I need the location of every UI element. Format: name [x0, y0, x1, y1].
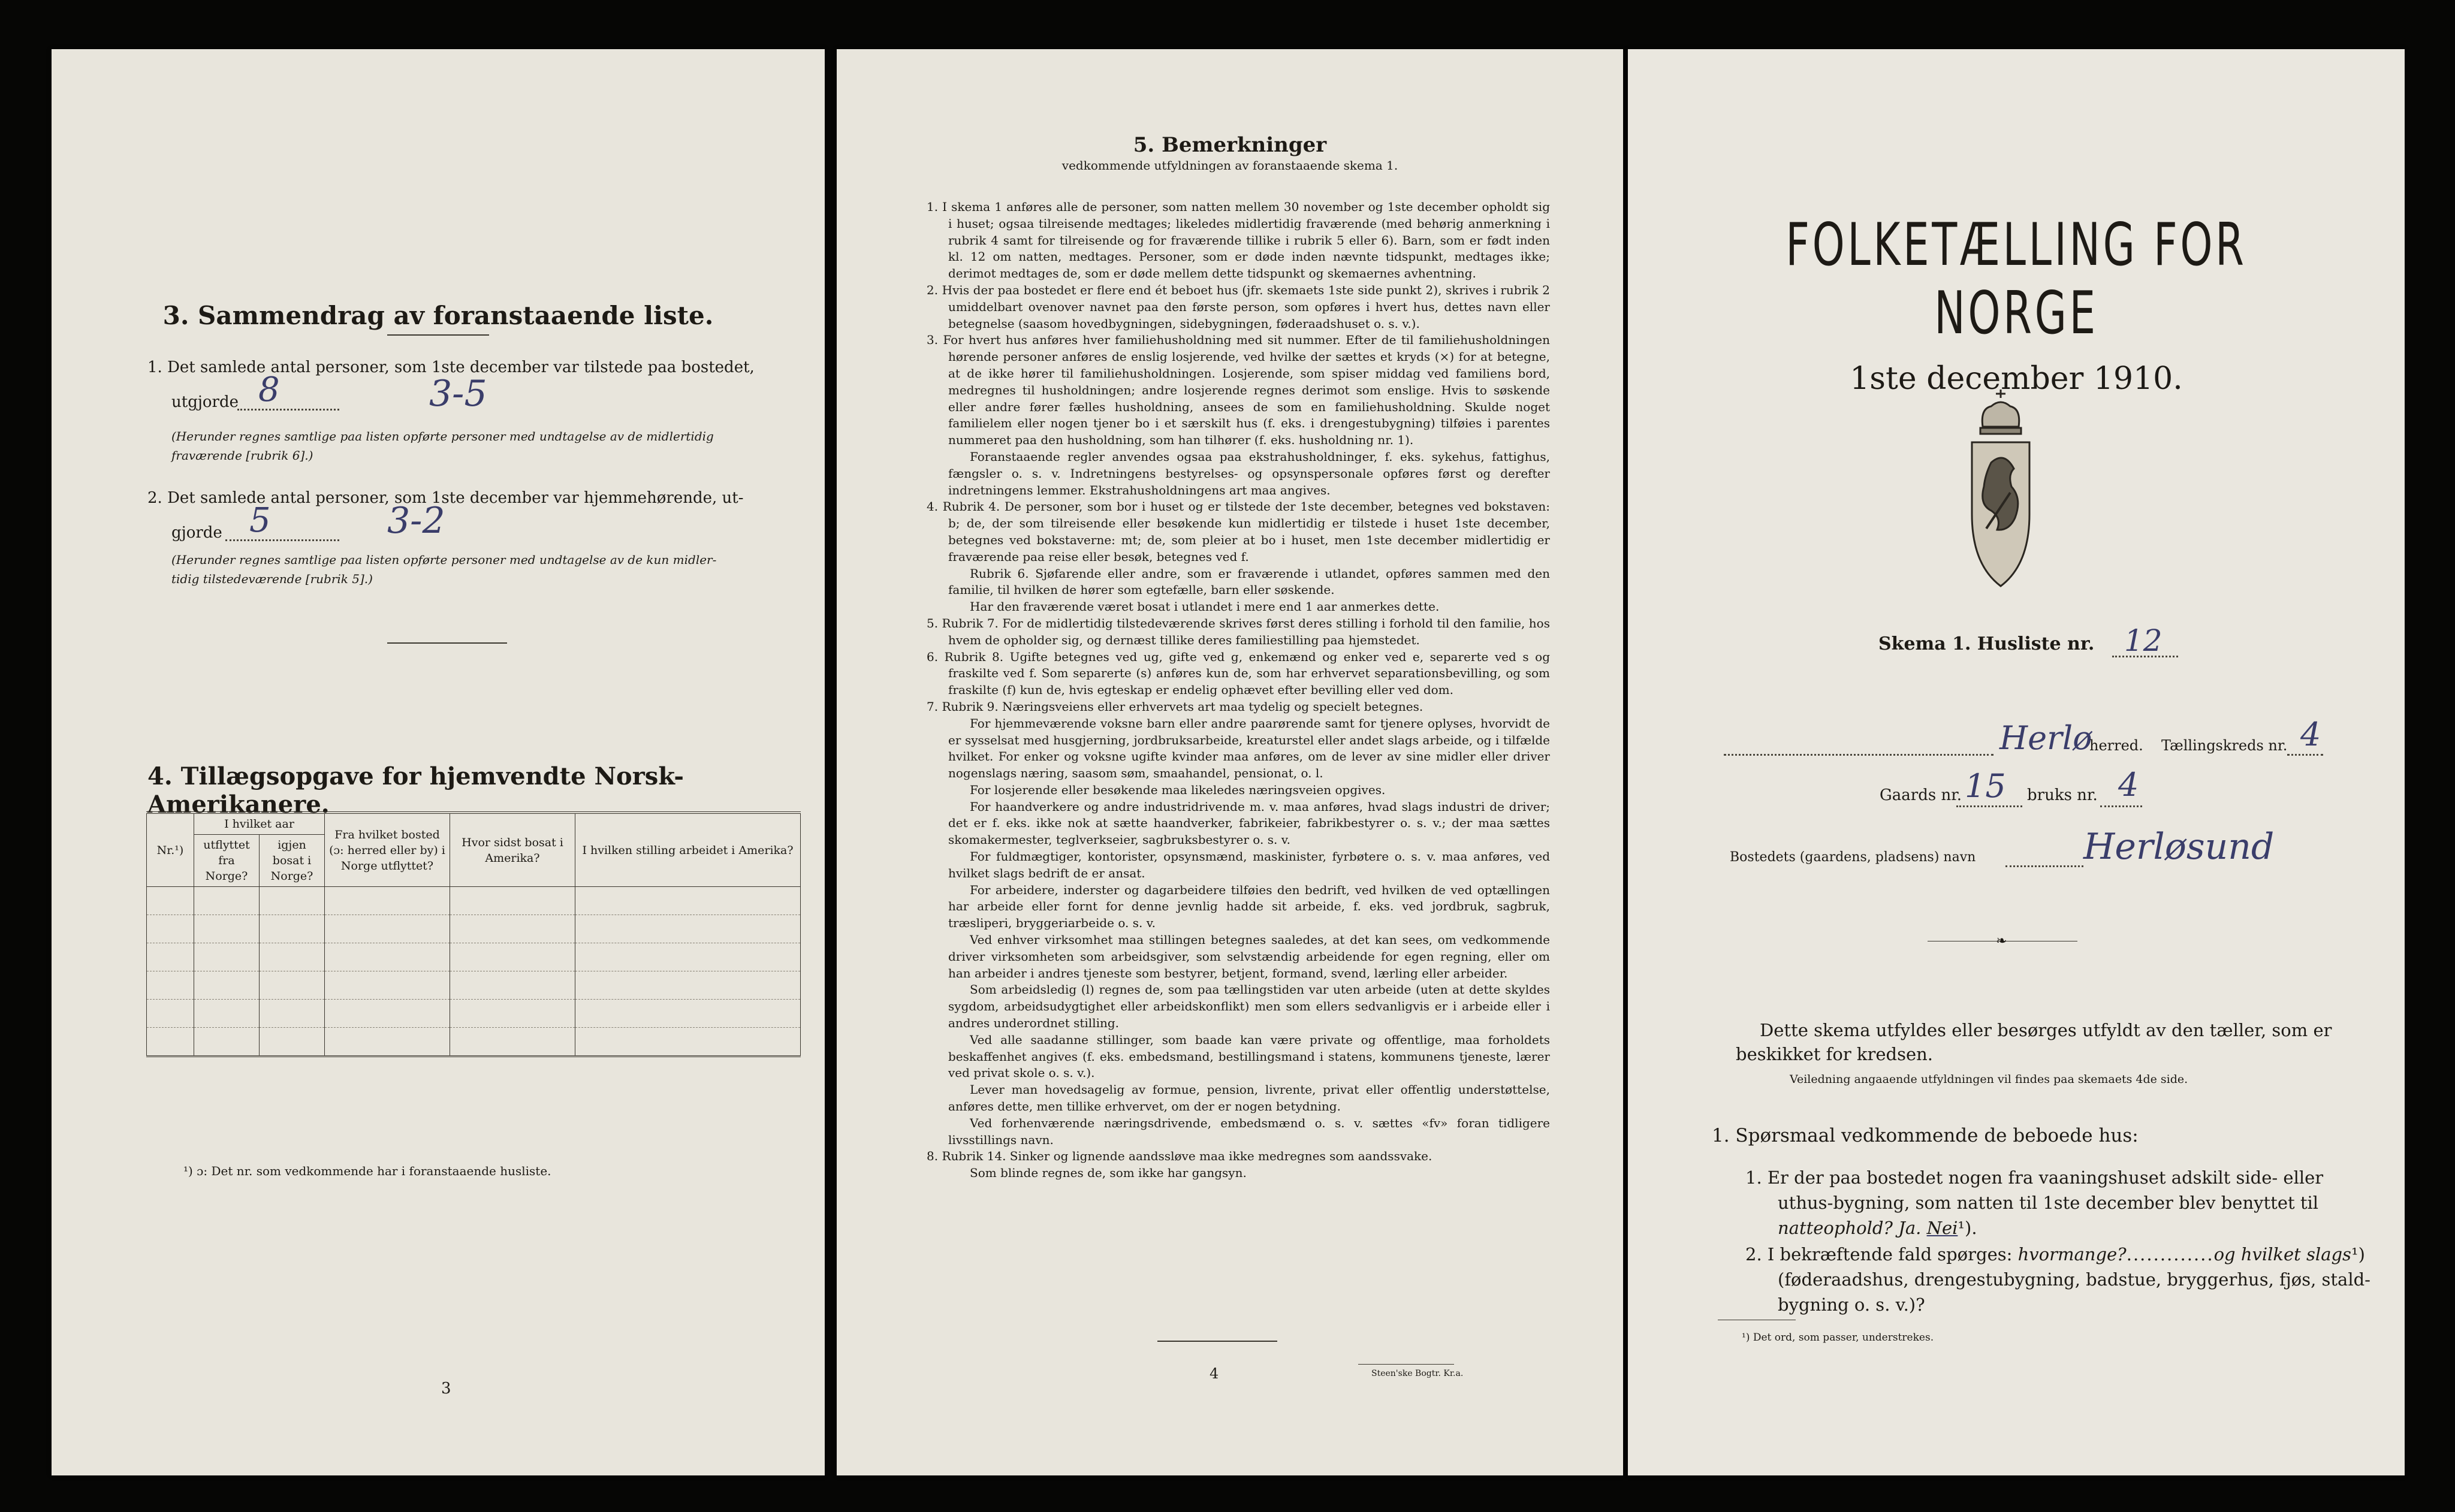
- intro-line2: beskikket for kredsen.: [1736, 1044, 1934, 1064]
- q1-ja-option: natteophold? Ja.: [1778, 1218, 1922, 1238]
- remark-paragraph: Lever man hovedsagelig av formue, pension, livrente, privat eller offentlig understøttelse, anføres dette, men tillike erhvervet, om der er nogen betydning.: [948, 1082, 1550, 1114]
- remarks-subtitle: vedkommende utfyldningen av foranstaaende skema 1.: [1061, 158, 1398, 173]
- remark-paragraph: Som blinde regnes de, som ikke har gangsyn.: [970, 1166, 1247, 1181]
- q2-line2: (føderaadshus, drengestubygning, badstue, bryggerhus, fjøs, stald-: [1778, 1269, 2370, 1290]
- item1-note2: fraværende [rubrik 6].): [171, 448, 313, 463]
- gaards-label: Gaards nr.: [1880, 786, 1962, 804]
- q2-what-kind: og hvilket slags: [2213, 1244, 2351, 1264]
- guidance-note: Veiledning angaaende utfyldningen vil findes paa skemaets 4de side.: [1790, 1073, 2188, 1086]
- gaards-value: 15: [1965, 767, 2006, 805]
- bruks-dots: [2100, 805, 2142, 807]
- remark-paragraph: 5. Rubrik 7. For de midlertidig tilstedeværende skrives først deres stilling i forhold til den familie, hos hvem de opholder sig, og dernæst tillike deres familiestilling paa hjemstedet.: [927, 615, 1550, 647]
- bosted-label: Bostedets (gaardens, pladsens) navn: [1730, 850, 1976, 865]
- col-nr: Nr.¹): [147, 813, 194, 887]
- col-from-where: Fra hvilket bosted (ɔ: herred eller by) i Norge utflyttet?: [325, 813, 450, 887]
- item1-value: 8: [258, 370, 280, 409]
- page-3-summary: [52, 49, 825, 1475]
- col-emigrated: utflyttet fra Norge?: [194, 835, 260, 887]
- herred-label: herred.: [2089, 737, 2143, 754]
- table-row: [147, 943, 801, 971]
- q2-how-many: hvormange?: [2017, 1244, 2127, 1264]
- q1-nei-option: Nei: [1926, 1218, 1958, 1238]
- remark-paragraph: Som arbeidsledig (l) regnes de, som paa tællingstiden var uten arbeide (uten at dette skyldes sygdom, arbeidsudygtighet eller arbeidskonflikt) men som ellers sedvanligvis er i arbeide eller i andres underordnet stilling.: [948, 982, 1550, 1031]
- printer-mark: Steen'ske Bogtr. Kr.a.: [1371, 1369, 1464, 1378]
- page-number: 4: [1210, 1365, 1219, 1382]
- krets-label: Tællingskreds nr.: [2161, 737, 2288, 754]
- bruks-label: bruks nr.: [2027, 786, 2098, 804]
- remark-paragraph: Har den fraværende været bosat i utlandet i mere end 1 aar anmerkes dette.: [970, 599, 1440, 614]
- title-divider: [387, 334, 489, 336]
- printer-rule: [1358, 1364, 1454, 1365]
- remark-paragraph: For hjemmeværende voksne barn eller andre paarørende samt for tjenere oplyses, hvorvidt de er sysselsat med husgjerning, jordbruksarbeide, kreaturstel eller andet slags arbeide, og i tilfælde hvilket. For enker og voksne ugifte kvinder maa anføres, om de lever av sine midler eller driver nogenslags næring, saasom søm, smaahandel, pensionat, o. l.: [948, 716, 1550, 781]
- item1-note1: (Herunder regnes samtlige paa listen opførte personer med undtagelse av de midlertidig: [171, 429, 714, 443]
- q2-line1: 2. I bekræftende fald spørges: hvormange?.............og hvilket slags¹): [1745, 1244, 2365, 1264]
- item2-note2: tidig tilstedeværende [rubrik 5].): [171, 572, 373, 586]
- item2-value: 5: [249, 501, 271, 540]
- col-position: I hvilken stilling arbeidet i Amerika?: [575, 813, 801, 887]
- herred-value: Herlø: [1999, 719, 2092, 757]
- coat-of-arms-icon: [1962, 385, 2039, 594]
- remark-paragraph: 2. Hvis der paa bostedet er flere end ét beboet hus (jfr. skemaets 1ste side punkt 2), skrives i rubrik 2 umiddelbart ovenover navnet paa den første person, som opføres i hvert hus, dettes navn eller betegnelse (saasom hovedbygningen, sidebygningen, føderaadshuset o. s. v.).: [927, 282, 1550, 331]
- remark-paragraph: 3. For hvert hus anføres hver familiehusholdning med sit nummer. Efter de til familiehusholdningen hørende personer anføres de enslig losjerende, ved hvilke der sættes et kryds (×) for at betegne, at de ikke hører til familiehusholdningen. Losjerende, som spiser middag ved familiens bord, medregnes til husholdningen; andre losjerende regnes derimot som enslige. Hvis to søskende eller andre fører fælles husholdning, ansees de som en familiehusholdning. Skulde noget familielem eller nogen tjener bo i et særskilt hus (f. eks. i drengestubygning) tilføies i parentes nummeret paa den husholdning, som han tilhører (f. eks. husholdning nr. 1).: [927, 333, 1550, 448]
- item2-dots: [225, 539, 339, 541]
- remark-paragraph: 8. Rubrik 14. Sinker og lignende aandssløve maa ikke medregnes som aandssvake.: [927, 1149, 1432, 1164]
- remark-paragraph: For fuldmægtiger, kontorister, opsynsmænd, maskinister, fyrbøtere o. s. v. maa anføres, ved hvilket slags bedrift de er ansat.: [948, 849, 1550, 880]
- remark-paragraph: 4. Rubrik 4. De personer, som bor i huset og er tilstede der 1ste december, betegnes ved bokstaven: b; de, der som tilreisende eller besøkende kun midlertidig er tilstede i huset 1ste december, betegnes ved bokstaverne: mt; de, som pleier at bo i huset, men 1ste december midlertidig er fraværende paa reise eller besøk, betegnes ved f.: [927, 499, 1550, 564]
- item1-text: 1. Det samlede antal personer, som 1ste december var tilstede paa bostedet,: [147, 358, 755, 376]
- remark-paragraph: Foranstaaende regler anvendes ogsaa paa ekstrahusholdninger, f. eks. sykehus, fattighus, fængsler o. s. v. Indretningens bestyrelses- og opsynspersonale opføres først og derefter indretningens lemmer. Ekstrahusholdningens art maa angives.: [948, 449, 1550, 497]
- item1-utgjorde: utgjorde: [171, 393, 239, 411]
- col-returned: igjen bosat i Norge?: [260, 835, 325, 887]
- table-row: [147, 1028, 801, 1057]
- gaards-dots: [1956, 805, 2022, 807]
- questions-title: 1. Spørsmaal vedkommende de beboede hus:: [1712, 1125, 2139, 1146]
- herred-dots: [1724, 754, 1993, 756]
- item1-hand: 3-5: [429, 373, 487, 415]
- item2-note1: (Herunder regnes samtlige paa listen opførte personer med undtagelse av de kun midler-: [171, 553, 717, 567]
- remark-paragraph: For haandverkere og andre industridrivende m. v. maa anføres, hvad slags industri de driver; det er f. eks. ikke nok at sætte haandverker, fabrikeier, fabrikbestyrer o. s. v.; der maa sættes skomakermester, teglverkseier, sagbruksbestyrer o. s. v.: [948, 799, 1550, 847]
- table-row: [147, 915, 801, 943]
- page-1-cover: [1628, 49, 2405, 1475]
- krets-dots: [2287, 754, 2323, 756]
- norsk-amerikanere-table: [146, 811, 801, 1057]
- table-row: [147, 971, 801, 1000]
- remark-paragraph: 1. I skema 1 anføres alle de personer, som natten mellem 30 november og 1ste december opholdt sig i huset; ogsaa tilreisende medtages; likeledes midlertidig fraværende (med behørig anmerkning i rubrik 4 samt for tilreisende og for fraværende tillike i rubrik 5 eller 6). Barn, som er født inden kl. 12 om natten, medtages. Personer, som er døde inden nævnte tidspunkt, medtages ikke; derimot medtages de, som er døde mellem dette tidspunkt og skemaernes avhentning.: [927, 200, 1550, 281]
- krets-value: 4: [2300, 716, 2321, 753]
- bosted-value: Herløsund: [2083, 826, 2275, 868]
- remarks-title: 5. Bemerkninger: [1133, 133, 1327, 157]
- remarks-body: [927, 199, 1550, 1182]
- remark-paragraph: Ved forhenværende næringsdrivende, embedsmænd o. s. v. sættes «fv» foran tidligere livsstillings navn.: [948, 1115, 1550, 1147]
- q1-line1: 1. Er der paa bostedet nogen fra vaaningshuset adskilt side- eller: [1745, 1167, 2324, 1188]
- remark-paragraph: Rubrik 6. Sjøfarende eller andre, som er fraværende i utlandet, opføres sammen med den familie, til hvilken de hører som egtefælle, barn eller søskende.: [948, 566, 1550, 597]
- q2-prefix: 2. I bekræftende fald spørges:: [1745, 1244, 2013, 1264]
- remark-paragraph: 7. Rubrik 9. Næringsveiens eller erhvervets art maa tydelig og specielt betegnes.: [927, 699, 1423, 714]
- bottom-divider: [1157, 1341, 1277, 1342]
- table-footnote: ¹) ɔ: Det nr. som vedkommende har i foranstaaende husliste.: [183, 1164, 551, 1178]
- page-4-remarks: [837, 49, 1623, 1475]
- census-date: 1ste december 1910.: [1850, 361, 2183, 397]
- q2-line3: bygning o. s. v.)?: [1778, 1294, 1925, 1315]
- q1-line2: uthus-bygning, som natten til 1ste december blev benyttet til: [1778, 1193, 2319, 1213]
- schema-label: Skema 1. Husliste nr.: [1878, 633, 2095, 654]
- bruks-value: 4: [2118, 766, 2139, 804]
- col-last-lived: Hvor sidst bosat i Amerika?: [450, 813, 575, 887]
- summary-title: 3. Sammendrag av foranstaaende liste.: [162, 301, 714, 330]
- section-divider: [387, 642, 507, 644]
- table-row: [147, 887, 801, 915]
- remark-paragraph: Ved enhver virksomhet maa stillingen betegnes saaledes, at det kan sees, om vedkommende driver virksomheten som arbeidsgiver, som selvstændig arbeidende for egen regning, eller om han arbeider i andres tjeneste som bestyrer, betjent, formand, svend, lærling eller arbeider.: [948, 932, 1550, 980]
- item1-dots: [237, 409, 339, 411]
- main-title: FOLKETÆLLING FOR NORGE: [1786, 211, 2247, 348]
- remark-paragraph: Ved alle saadanne stillinger, som baade kan være private og offentlige, maa forholdets beskaffenhet angives (f. eks. embedsmand, bestillingsmand i statens, kommunens tjeneste, lærer ved privat skole o. s. v.).: [948, 1032, 1550, 1081]
- q1-line3: [1778, 1215, 1977, 1241]
- table-row: [147, 1000, 801, 1028]
- q1-footnote-mark: ¹).: [1958, 1218, 1977, 1238]
- item2-hand: 3-2: [387, 500, 445, 542]
- page-footnote: ¹) Det ord, som passer, understrekes.: [1742, 1332, 1934, 1344]
- remark-paragraph: For arbeidere, inderster og dagarbeidere tilføies den bedrift, ved hvilken de ved optællingen har arbeide eller fornt for denne jevnlig hadde sit arbeide, f. eks. ved jordbruk, sagbruk, træsliperi, bryggeriarbeide o. s. v.: [948, 882, 1550, 931]
- page-number: 3: [441, 1380, 451, 1398]
- schema-number: 12: [2124, 623, 2163, 658]
- remark-paragraph: For losjerende eller besøkende maa likeledes næringsveien opgives.: [970, 782, 1386, 797]
- q2-footnote-mark: ¹): [2351, 1244, 2365, 1264]
- item2-text: 2. Det samlede antal personer, som 1ste december var hjemmehørende, ut-: [147, 489, 744, 507]
- remark-paragraph: 6. Rubrik 8. Ugifte betegnes ved ug, gifte ved g, enkemænd og enker ved e, separerte ved s og fraskilte ved f. Som separerte (s) anføres kun de, som har erhvervet separationsbevilling, og som fraskilte (f) kun de, hvis egteskap er endelig ophævet efter bevilling eller ved dom.: [927, 649, 1550, 698]
- intro-line1: Dette skema utfyldes eller besørges utfyldt av den tæller, som er: [1760, 1020, 2332, 1040]
- schema-dots: [2112, 656, 2178, 657]
- addon-title: 4. Tillægsopgave for hjemvendte Norsk-Amerikanere.: [147, 762, 684, 819]
- item2-utgjorde: gjorde: [171, 524, 222, 542]
- col-year-group: I hvilket aar: [194, 813, 325, 835]
- bosted-dots: [2005, 865, 2083, 867]
- ornament-icon: ❧: [1996, 934, 2007, 949]
